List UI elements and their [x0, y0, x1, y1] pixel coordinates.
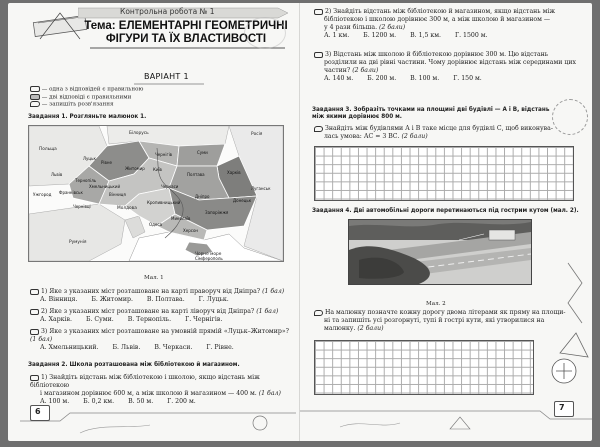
- map-city: Херсон: [183, 228, 199, 233]
- decor-circle: [244, 17, 286, 49]
- answer-option[interactable]: Б. Житомир.: [91, 296, 133, 303]
- answer-option[interactable]: А. Харків.: [40, 316, 72, 323]
- map-city: Ужгород: [33, 192, 52, 197]
- single-answer-icon: [30, 86, 40, 92]
- footer-decoration: [20, 403, 296, 437]
- roads-photo-drawing: [349, 220, 531, 284]
- variant-label: ВАРІАНТ 1: [144, 72, 189, 81]
- task2-question-3: 3) Відстань між школою й бібліотекою дорівнює 300 м. Цю відстань розділили на дві рівні частини. Чому дорівнює відстань між серединами цих частин? (2 бали) А. 140 м. Б. 200 м. В. 100 м. Г. 150 м.: [314, 51, 576, 83]
- question-3: 3) Яке з указаних міст розташоване на умовній прямій «Луцьк–Житомир»? (1 бал) А. Хмельницький. Б. Львів. В. Черкаси. Г. Рівне.: [30, 328, 289, 351]
- task3-heading: Завдання 3. Зобразіть точками на площині дві будівлі — А і В, відстань між якими дорівнює 800 м.: [312, 107, 550, 120]
- map-city: Черкаси: [161, 184, 179, 189]
- two-answers-icon: [30, 94, 40, 100]
- task3-question: Знайдіть між будівлями А і В таке місце для будівлі С, щоб виконува- лась умова: АС = 3 ВС. (2 бали): [314, 125, 576, 141]
- task2-heading: Завдання 2. Школа розташована між бібліотекою й магазином.: [28, 362, 240, 368]
- map-city: Дніпро: [195, 194, 210, 199]
- map-city: Чернівці: [73, 204, 91, 209]
- map-country-label: Білорусь: [129, 131, 149, 136]
- map-city: Сімферополь: [195, 256, 223, 261]
- legend-item: — одна з відповідей є правильною: [30, 86, 230, 94]
- map-country-label: Росія: [251, 132, 263, 137]
- answer-option[interactable]: Б. 200 м.: [367, 75, 397, 82]
- question-2: 2) Яке з указаних міст розташоване на карті ліворуч від Дніпра? (1 бал) А. Харків. Б. Суми. В. Тернопіль. Г. Чернігів.: [30, 308, 292, 324]
- right-page: [300, 3, 592, 441]
- map-country-label: Молдова: [117, 206, 137, 211]
- map-city: Луганськ: [251, 186, 271, 191]
- answer-option[interactable]: В. Полтава.: [146, 296, 185, 303]
- answer-option[interactable]: А. Хмельницький.: [40, 344, 99, 351]
- map-city: Запоріжжя: [205, 210, 229, 215]
- answer-option[interactable]: Г. 150 м.: [453, 75, 482, 82]
- answer-option[interactable]: В. 100 м.: [410, 75, 440, 82]
- map-city: Харків: [227, 170, 241, 175]
- single-answer-icon: [30, 375, 39, 381]
- map-city: Тернопіль: [75, 178, 97, 183]
- map-city: Суми: [197, 150, 208, 155]
- task1-heading: Завдання 1. Розгляньте малюнок 1.: [28, 114, 147, 120]
- map-city: Кропивницький: [147, 200, 181, 205]
- answer-option[interactable]: В. 1,5 км.: [410, 32, 442, 39]
- legend-item: — запишіть розв'язання: [30, 101, 230, 109]
- task4-heading: Завдання 4. Дві автомобільні дороги перетинаються під гострим кутом (мал. 2).: [312, 208, 579, 214]
- map-city: Вінниця: [109, 192, 126, 197]
- map-city: Хмельницький: [89, 184, 121, 189]
- answer-option[interactable]: Г. 200 м.: [167, 398, 196, 405]
- answer-option[interactable]: Г. Рівне.: [206, 344, 234, 351]
- map-country-label: Румунія: [69, 240, 87, 245]
- answer-option[interactable]: Г. Чернігів.: [185, 316, 223, 323]
- side-decoration: [538, 253, 590, 393]
- test-header: Контрольна робота № 1: [120, 7, 215, 16]
- answer-option[interactable]: Б. 1200 м.: [363, 32, 397, 39]
- single-answer-icon: [30, 289, 39, 295]
- answer-option[interactable]: Г. Луцьк.: [198, 296, 229, 303]
- map-city: Львів: [51, 172, 63, 177]
- single-answer-icon: [30, 329, 39, 335]
- answer-option[interactable]: А. 100 м.: [40, 398, 70, 405]
- single-answer-icon: [30, 309, 39, 315]
- map-city: Чернігів: [155, 152, 173, 157]
- photo-caption: Мал. 2: [426, 301, 446, 307]
- answer-option[interactable]: А. Вінниця.: [40, 296, 78, 303]
- map-city: Полтава: [187, 172, 205, 177]
- answer-option[interactable]: Г. 1500 м.: [455, 32, 488, 39]
- map-city: Одеса: [149, 222, 163, 227]
- left-page: [8, 3, 300, 441]
- answer-option[interactable]: В. Тернопіль.: [127, 316, 172, 323]
- map-city: Київ: [153, 167, 162, 172]
- ukraine-map: [28, 125, 284, 262]
- map-city: Миколаїв: [171, 216, 191, 221]
- task4-question: На малюнку позначте кожну дорогу двома літерами як пряму на площи- ні та запишіть усі розгорнуті, тупі й гострі кути, які утворилися на малюнку. (2 бали): [314, 309, 576, 333]
- answer-option[interactable]: В. 50 м.: [128, 398, 154, 405]
- write-solution-icon: [314, 310, 323, 316]
- legend-item: — дві відповіді є правильними: [30, 94, 230, 102]
- single-answer-icon: [314, 9, 323, 15]
- map-city: Донецьк: [233, 198, 252, 203]
- page-number: 6: [35, 407, 41, 416]
- map-country-label: Чорне море: [195, 252, 222, 257]
- map-city: Житомир: [125, 166, 145, 171]
- legend: [30, 86, 230, 109]
- answer-option[interactable]: А. 140 м.: [324, 75, 354, 82]
- answer-option[interactable]: Б. 0,2 км.: [83, 398, 115, 405]
- answer-option[interactable]: А. 1 км.: [324, 32, 350, 39]
- map-country-label: Польща: [39, 147, 57, 152]
- map-city: Франківськ: [59, 190, 83, 195]
- answer-option[interactable]: Б. Львів.: [112, 344, 141, 351]
- answer-option[interactable]: В. Черкаси.: [154, 344, 193, 351]
- answer-grid-task3[interactable]: [314, 146, 574, 201]
- answer-grid-task4[interactable]: [314, 340, 534, 395]
- write-solution-icon: [314, 126, 323, 132]
- topic-title: Тема: ЕЛЕМЕНТАРНІ ГЕОМЕТРИЧНІ ФІГУРИ ТА ЇХ ВЛАСТИВОСТІ: [84, 20, 288, 45]
- single-answer-icon: [314, 52, 323, 58]
- write-solution-icon: [30, 101, 40, 107]
- footer-decoration: [300, 399, 592, 437]
- task2-question-1: 1) Знайдіть відстань між бібліотекою і школою, якщо відстань між бібліотекою і магазином дорівнює 600 м, а між школою й магазином — 400 м. (1 бал) А. 100 м. Б. 0,2 км. В. 50 м. Г. 200 м.: [30, 374, 281, 405]
- task2-question-2: 2) Знайдіть відстань між бібліотекою й магазином, якщо відстань між бібліотекою і школою дорівнює 300 м, а між школою й магазином — у 4 рази більша. (2 бали) А. 1 км. Б. 1200 м. В. 1,5 км. Г. 1500 м.: [314, 8, 576, 40]
- map-caption: Мал. 1: [144, 275, 164, 281]
- map-city: Рівне: [101, 160, 112, 165]
- roads-photo: [348, 219, 532, 285]
- question-1: 1) Яке з указаних міст розташоване на карті праворуч від Дніпра? (1 бал) А. Вінниця. Б. Житомир. В. Полтава. Г. Луцьк.: [30, 288, 292, 304]
- map-city: Луцьк: [83, 156, 96, 161]
- page-number: 7: [559, 403, 565, 412]
- answer-option[interactable]: Б. Суми.: [85, 316, 114, 323]
